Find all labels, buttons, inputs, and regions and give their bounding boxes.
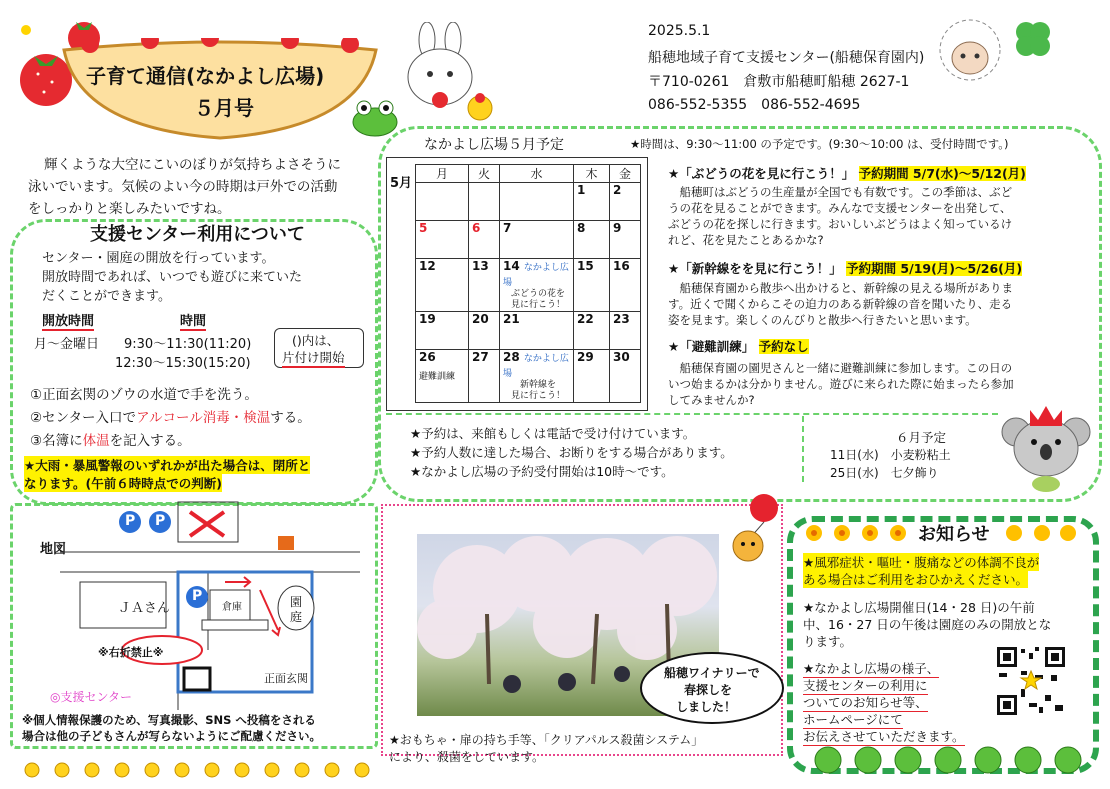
map-title: 地図 xyxy=(40,542,67,557)
notice-2-line-3: ります。 xyxy=(803,634,853,649)
event-tag: なかよし広場 xyxy=(503,263,569,288)
event-2-text-3: 姿を見ます。楽しくのんびりと散歩へ行きたいと思います。 xyxy=(668,313,977,327)
ja-label: ＪＡさん xyxy=(118,601,171,616)
event-line: ぶどうの花を xyxy=(510,289,565,299)
hours-afternoon: 12:30～15:30(15:20) xyxy=(115,356,251,371)
support-center-label: ◎支援センター xyxy=(50,690,132,704)
support-heading: 支援センター利用について xyxy=(90,224,305,245)
notice-3-line-3: ついてのお知らせ等、 xyxy=(803,695,928,710)
calendar-day: 22 xyxy=(574,312,610,350)
calendar-day xyxy=(500,183,574,221)
weekday-tue: 火 xyxy=(469,165,500,183)
event-line: 新幹線を xyxy=(519,380,556,390)
event-1-text-3: ぶどうの花を探しに行きます。おいしいぶどうはよく知っているけ xyxy=(668,217,1013,231)
notice-1-line-1: ★風邪症状・嘔吐・腹痛などの体調不良が xyxy=(803,555,1040,570)
map-drawing xyxy=(60,500,360,710)
event-line: 見に行こう！ xyxy=(510,391,565,401)
weekday-mon: 月 xyxy=(416,165,469,183)
calendar-day: 21 xyxy=(500,312,574,350)
weekday-thu: 木 xyxy=(574,165,610,183)
calendar-day: 27 xyxy=(469,350,500,403)
event-line: 見に行こう！ xyxy=(510,300,565,310)
calendar-day: 2 xyxy=(610,183,641,221)
calendar-day: 13 xyxy=(469,259,500,312)
calendar-day-number: 28 xyxy=(503,350,520,364)
step-2: ②センター入口でアルコール消毒・検温する。 xyxy=(30,410,311,426)
support-text-1: センター・園庭の開放を行っています。 xyxy=(42,251,275,266)
photo-bubble-line-3: しました！ xyxy=(676,700,737,714)
newsletter-issue: ５月号 xyxy=(194,96,254,120)
photo-bubble-line-1: 船穂ワイナリーで xyxy=(664,666,760,680)
reservation-note-2: ★予約人数に達した場合、お断りをする場合があります。 xyxy=(410,445,733,460)
parking-icon-3: P xyxy=(192,588,203,604)
support-text-2: 開放時間であれば、いつでも遊びに来ていた xyxy=(42,270,303,285)
privacy-notice-2: 場合は他の子どもさんが写らないようにご配慮ください。 xyxy=(22,729,321,743)
garden-label-1: 園 xyxy=(290,595,303,609)
june-event-1: 11日(水) 小麦粉粘土 xyxy=(830,448,951,462)
storm-warning-1: ★大雨・暴風警報のいずれかが出た場合は、閉所と xyxy=(24,458,311,473)
event-tag: なかよし広場 xyxy=(503,354,569,379)
garden-label-2: 庭 xyxy=(290,610,303,624)
calendar-day: 16 xyxy=(610,259,641,312)
calendar-day: 9 xyxy=(610,221,641,259)
calendar-day: 20 xyxy=(469,312,500,350)
schedule-time-note: ★時間は、9:30～11:00 の予定です。(9:30～10:00 は、受付時間です。) xyxy=(630,137,1009,151)
june-divider xyxy=(802,416,804,482)
event-1-text-2: うの花を見ることができます。みんなで支援センターを出発して、 xyxy=(668,201,1012,215)
weekday-fri: 金 xyxy=(610,165,641,183)
intro-line-3: をしっかりと楽しみたいですね。 xyxy=(28,201,231,217)
parking-icon-2: P xyxy=(155,513,166,529)
issue-date: 2025.5.1 xyxy=(648,23,711,39)
intro-line-2: 泳いでいます。気候のよい今の時期は戸外での活動 xyxy=(28,179,338,195)
calendar-grid xyxy=(415,164,641,403)
organization-address: 〒710-0261 倉敷市船穂町船穂 2627-1 xyxy=(648,74,910,90)
days-label: 開放時間 xyxy=(42,310,94,331)
notice-3-line-1: ★なかよし広場の様子、 xyxy=(803,661,940,676)
event-1-text-4: れど、花を見たことあるかな? xyxy=(668,233,824,247)
cleanup-note-1: ()内は、 xyxy=(292,333,340,348)
notice-3-line-4: ホームページにて xyxy=(803,712,903,727)
calendar-day: 1 xyxy=(574,183,610,221)
calendar-day: 12 xyxy=(416,259,469,312)
organization-name: 船穂地域子育て支援センター(船穂保育園内) xyxy=(648,50,925,66)
calendar-day-event xyxy=(500,350,574,403)
hours-morning: 9:30～11:30(11:20) xyxy=(124,337,252,352)
calendar-day xyxy=(469,183,500,221)
step-3: ③名簿に体温を記入する。 xyxy=(30,433,191,449)
privacy-notice-1: ※個人情報保護のため、写真撮影、SNS へ投稿をされる xyxy=(22,713,316,727)
photo-bubble-line-2: 春探しを xyxy=(684,683,733,697)
calendar-day: 8 xyxy=(574,221,610,259)
calendar-week-3 xyxy=(416,259,641,312)
event-2-title: ★「新幹線をを見に行こう！」 予約期間 5/19(月)～5/26(月) xyxy=(668,261,1023,276)
calendar-day-event xyxy=(500,259,574,312)
calendar-day-number: 26 xyxy=(419,350,436,364)
schedule-title: なかよし広場５月予定 xyxy=(420,134,568,154)
step-1: ①正面玄関のゾウの水道で手を洗う。 xyxy=(30,387,258,403)
chick-illustration xyxy=(465,92,495,122)
calendar-day-holiday: 5 xyxy=(416,221,469,259)
qr-code[interactable] xyxy=(995,645,1067,717)
pea-border-decoration xyxy=(810,742,1090,778)
event-2-text-1: 船穂保育園から散歩へ出かけると、新幹線の見える場所がありま xyxy=(668,281,1013,295)
event-1-title: ★「ぶどうの花を見に行こう！」 予約期間 5/7(水)～5/12(月) xyxy=(668,166,1026,181)
no-right-turn-label: ※右折禁止※ xyxy=(98,646,164,659)
notice-3-line-5-visible: お伝えさせていただきます。 xyxy=(803,729,965,744)
chick-border-decoration xyxy=(12,752,372,782)
calendar-week-1 xyxy=(416,183,641,221)
event-1-text-1: 船穂町はぶどうの生産量が全国でも有数です。この季節は、ぶど xyxy=(668,185,1013,199)
calendar-day: 29 xyxy=(574,350,610,403)
calendar-day: 30 xyxy=(610,350,641,403)
calendar-week-5 xyxy=(416,350,641,403)
flower-icons-right xyxy=(1004,522,1076,544)
clover-illustration xyxy=(1008,14,1058,64)
calendar-day-event xyxy=(416,350,469,403)
hours-label: 時間 xyxy=(180,310,206,331)
cat-balloon-illustration xyxy=(728,490,784,566)
storm-warning-2: なります。(午前６時時点での判断) xyxy=(24,476,222,491)
parking-icon-1: P xyxy=(125,513,136,529)
calendar-day: 19 xyxy=(416,312,469,350)
organization-phone: 086-552-5355 086-552-4695 xyxy=(648,97,861,113)
sheep-illustration xyxy=(930,10,1010,100)
reservation-note-3: ★なかよし広場の予約受付開始は10時～です。 xyxy=(410,464,674,479)
event-3-text-3: してみませんか? xyxy=(668,393,755,407)
calendar-day xyxy=(416,183,469,221)
photo-caption-2: により、殺菌をしています。 xyxy=(389,750,545,764)
calendar-day: 15 xyxy=(574,259,610,312)
calendar-week-4 xyxy=(416,312,641,350)
notice-2-line-2: 中、16・27 日の午後は園庭のみの開放とな xyxy=(803,617,1052,632)
weekday-wed: 水 xyxy=(500,165,574,183)
notice-1-line-2: ある場合はご利用をおひかえください。 xyxy=(803,572,1029,587)
entrance-label: 正面玄関 xyxy=(264,672,308,685)
photo-caption-1: ★おもちゃ・扉の持ち手等、「クリアパルス殺菌システム」 xyxy=(389,733,704,747)
event-3-title: ★「避難訓練」 予約なし xyxy=(668,339,809,354)
calendar-day-number: 14 xyxy=(503,259,520,273)
flower-icons xyxy=(804,522,924,544)
june-title: ６月予定 xyxy=(896,430,947,445)
open-days: 月～金曜日 xyxy=(34,337,100,352)
event-3-text-2: いつ始まるかは分かりません。遊びに来られた際に始まったら参加 xyxy=(668,377,1014,391)
newsletter-title: 子育て通信(なかよし広場) xyxy=(86,64,325,88)
event-line: 避難訓練 xyxy=(419,372,456,382)
june-event-2: 25日(水) 七夕飾り xyxy=(830,466,939,480)
koala-illustration xyxy=(1000,398,1092,493)
storage-label: 倉庫 xyxy=(222,602,242,613)
notice-3-line-2: 支援センターの利用に xyxy=(803,678,928,693)
event-2-text-2: す。近くで聞くからこその迫力のある新幹線の音を聞いたり、走る xyxy=(668,297,1013,311)
notice-heading: お知らせ xyxy=(918,524,990,545)
calendar-day: 23 xyxy=(610,312,641,350)
reservation-divider xyxy=(386,413,998,415)
cleanup-note-2: 片付け開始 xyxy=(282,348,345,368)
calendar-week-2 xyxy=(416,221,641,259)
notice-2-line-1: ★なかよし広場開催日(14・28 日)の午前 xyxy=(803,600,1035,615)
calendar-month: 5月 xyxy=(390,176,413,191)
event-3-text-1: 船穂保育園の園児さんと一緒に避難訓練に参加します。この日の xyxy=(668,361,1013,375)
calendar-day: 7 xyxy=(500,221,574,259)
frog-illustration xyxy=(350,98,400,138)
support-text-3: だくことができます。 xyxy=(42,289,171,304)
intro-line-1: 輝くような大空にこいのぼりが気持ちよさそうに xyxy=(44,157,341,173)
title-bowl xyxy=(60,38,380,143)
reservation-note-1: ★予約は、来館もしくは電話で受け付けています。 xyxy=(410,426,696,441)
calendar-day-holiday: 6 xyxy=(469,221,500,259)
